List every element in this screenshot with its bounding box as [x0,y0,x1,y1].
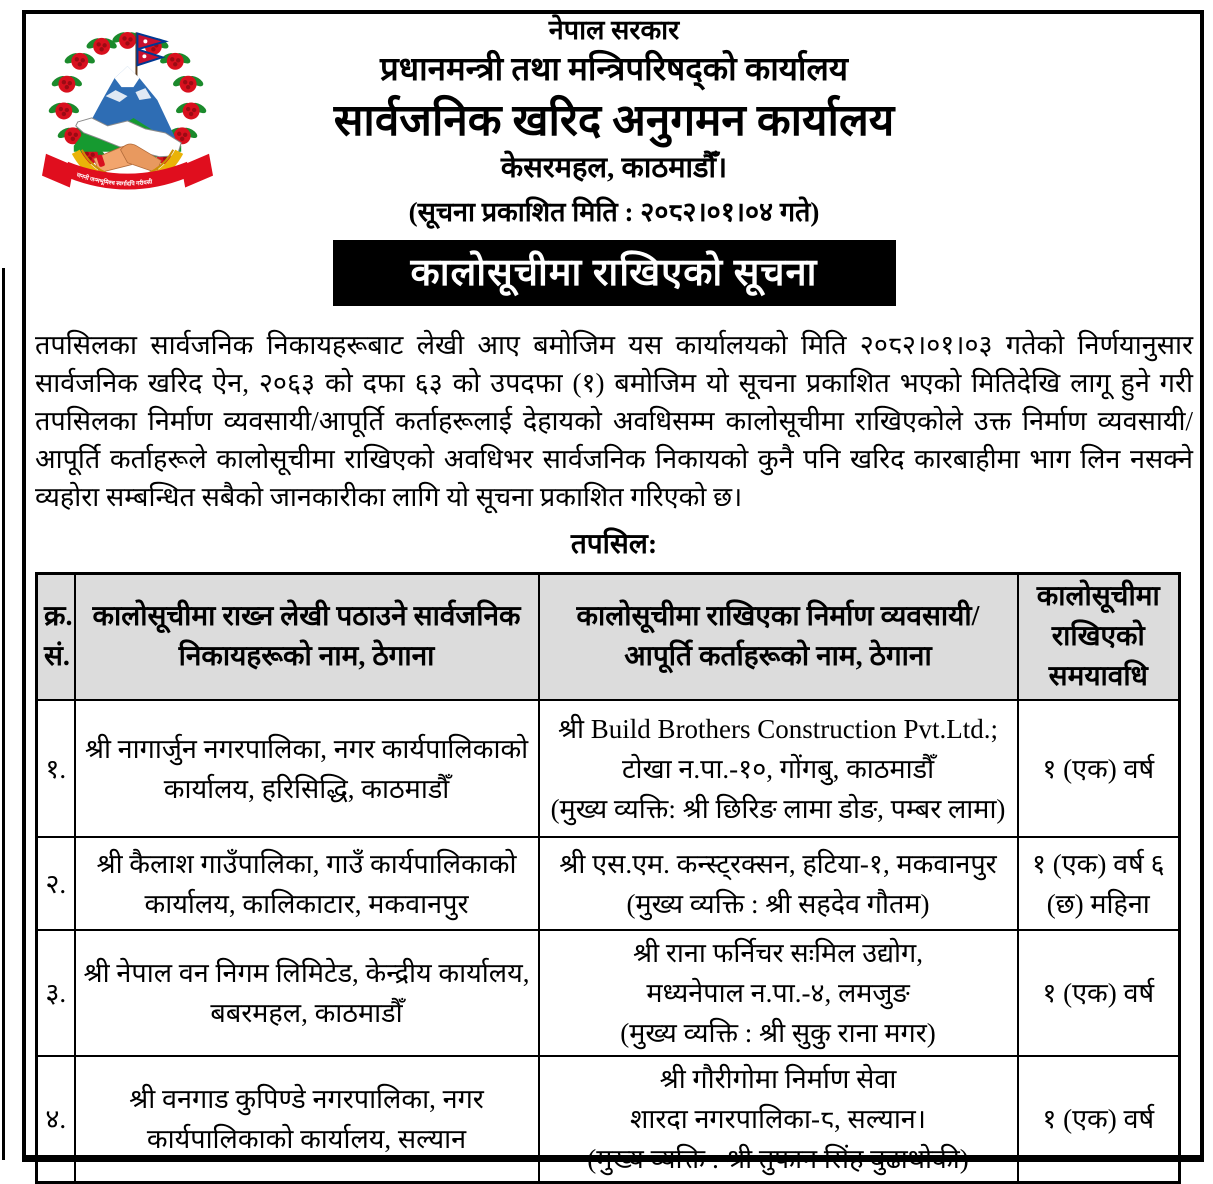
row-agency: श्री वनगाड कुपिण्डे नगरपालिका, नगर कार्यपालिकाको कार्यालय, सल्यान [75,1056,539,1183]
header-sn [37,574,75,701]
notice-body-paragraph: तपसिलका सार्वजनिक निकायहरूबाट लेखी आए बमोजिम यस कार्यालयको मिति २०८२।०१।०३ गतेको निर्णयानुसार सार्वजनिक खरिद ऐन, २०६३ को दफा ६३ को उपदफा (१) बमोजिम यो सूचना प्रकाशित भएको मितिदेखि लागू हुने गरी तपसिलका निर्माण व्यवसायी/आपूर्ति कर्ताहरूलाई देहायको अवधिसम्म कालोसूचीमा राखिएकोले उक्त निर्माण व्यवसायी/आपूर्ति कर्ताहरूले कालोसूचीमा राखिएको अवधिभर सार्वजनिक निकायको कुनै पनि खरिद कारबाहीमा भाग लिन नसक्ने व्यहोरा सम्बन्धित सबैको जानकारीका लागि यो सूचना प्रकाशित गरिएको छ। [35,330,1193,512]
blacklist-table [35,572,1181,1184]
contractor-line: (मुख्य व्यक्ति : श्री तुफान सिंह बुढाथोकी) [587,1144,969,1174]
table-row [37,700,1180,837]
ministry-name: प्रधानमन्त्री तथा मन्त्रिपरिषद्को कार्यालय [380,51,848,88]
table-row [37,930,1180,1056]
publish-date-line: (सूचना प्रकाशित मिति : २०८२।०१।०४ गते) [408,197,820,228]
contractor-line: मध्यनेपाल न.पा.-४, लमजुङ [646,978,910,1008]
contractor-line: श्री राना फर्निचर सःमिल उद्योग, [632,938,923,968]
row-contractor [539,700,1018,837]
office-name: सार्वजनिक खरिद अनुगमन कार्यालय [333,96,895,145]
contractor-line: श्री Build Brothers Construction Pvt.Ltd.; [557,713,999,744]
contractor-line: श्री गौरीगोमा निर्माण सेवा [659,1064,897,1094]
row-contractor [539,930,1018,1056]
table-row [37,837,1180,930]
row-duration: १ (एक) वर्ष [1018,1056,1180,1183]
row-duration: १ (एक) वर्ष [1018,930,1180,1056]
letterhead [35,14,1193,230]
table-header [37,574,1180,701]
office-address: केसरमहल, काठमाडौँ। [500,152,728,184]
row-agency: श्री कैलाश गाउँपालिका, गाउँ कार्यपालिकाको कार्यालय, कालिकाटार, मकवानपुर [75,837,539,930]
row-sn: ३. [37,930,75,1056]
row-duration: १ (एक) वर्ष [1018,700,1180,837]
notice-title-banner: कालोसूचीमा राखिएको सूचना [333,240,896,306]
row-agency: श्री नेपाल वन निगम लिमिटेड, केन्द्रीय कार्यालय, बबरमहल, काठमाडौँ [75,930,539,1056]
header-contractor: कालोसूचीमा राखिएका निर्माण व्यवसायी/ आपूर्ति कर्ताहरूको नाम, ठेगाना [539,574,1018,701]
contractor-line: टोखा न.पा.-१०, गोंगबु, काठमाडौँ [621,753,935,784]
emblem-motto: जननी जन्मभूमिश्च स्वर्गादपि गरीयसी [75,172,153,188]
header-sn-line2: सं. [44,641,70,672]
table-row [37,1056,1180,1183]
tapsil-label: तपसिल: [570,529,658,560]
row-duration: १ (एक) वर्ष ६ (छ) महिना [1018,837,1180,930]
contractor-line: श्री एस.एम. कन्स्ट्रक्सन, हटिया-१, मकवानपुर [559,848,997,879]
contractor-line: शारदा नगरपालिका-८, सल्यान। [629,1104,927,1134]
contractor-line: (मुख्य व्यक्ति : श्री सहदेव गौतम) [626,888,930,919]
contractor-line: (मुख्य व्यक्ति: श्री छिरिङ लामा डोङ, पम्बर लामा) [550,793,1006,824]
contractor-line: (मुख्य व्यक्ति : श्री सुकु राना मगर) [620,1018,936,1048]
government-name: नेपाल सरकार [548,15,680,45]
header-agency: कालोसूचीमा राख्न लेखी पठाउने सार्वजनिक निकायहरूको नाम, ठेगाना [75,574,539,701]
row-sn: १. [37,700,75,837]
row-agency: श्री नागार्जुन नगरपालिका, नगर कार्यपालिकाको कार्यालय, हरिसिद्धि, काठमाडौँ [75,700,539,837]
row-sn: ४. [37,1056,75,1183]
table-header-row [37,574,1180,701]
row-contractor [539,1056,1018,1183]
row-contractor [539,837,1018,930]
row-sn: २. [37,837,75,930]
header-duration: कालोसूचीमा राखिएको समयावधि [1018,574,1180,701]
header-sn-line1: क्र. [44,601,73,632]
